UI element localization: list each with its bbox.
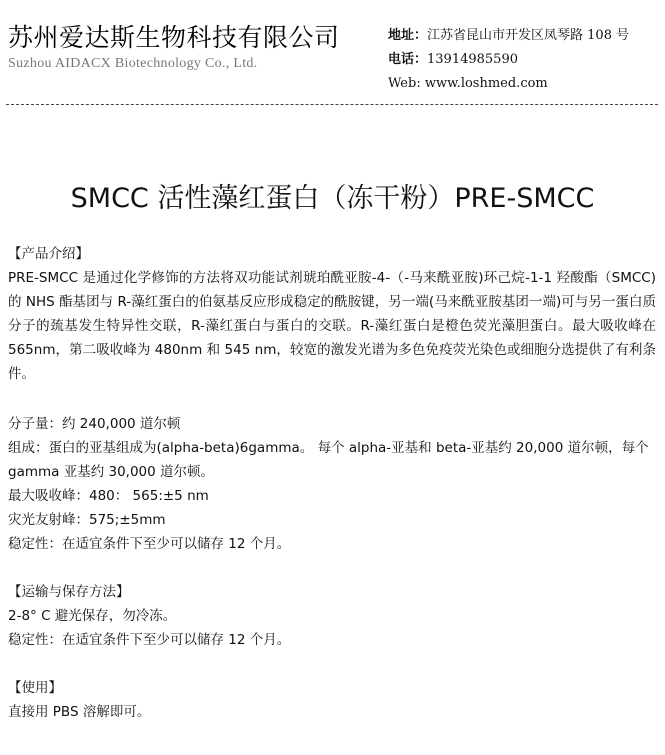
web-label: Web: xyxy=(388,76,421,91)
spec-molecular-weight: 分子量：约 240,000 道尔顿 xyxy=(8,416,181,432)
company-name-en: Suzhou AIDACX Biotechnology Co., Ltd. xyxy=(8,56,258,71)
address-row xyxy=(388,24,629,48)
address-label: 地址： xyxy=(388,28,428,43)
company-name-cn: 苏州爱达斯生物科技有限公司 xyxy=(8,23,340,52)
spec-composition: 组成：蛋白的亚基组成为(alpha-beta)6gamma。 每个 alpha-亚基和 beta-亚基约 20,000 道尔顿，每个 gamma 亚基约 30,000 道尔顿。 xyxy=(8,440,649,480)
storage-temperature: 2-8° C 避光保存，勿冷冻。 xyxy=(8,608,177,624)
spacer xyxy=(8,556,656,580)
spacer xyxy=(8,386,656,412)
document-body xyxy=(8,242,656,724)
phone-row xyxy=(388,48,629,72)
spec-emission: 灾光友射峰：575;±5mm xyxy=(8,512,166,528)
spec-absorption: 最大吸收峰：480： 565:±5 nm xyxy=(8,488,209,504)
intro-heading: 【产品介绍】 xyxy=(8,246,89,262)
intro-paragraph: PRE-SMCC 是通过化学修饰的方法将双功能试剂琥珀酰亚胺-4-（-马来酰亚胺)环己烷-1-1 羟酸酯（SMCC) 的 NHS 酯基团与 R-藻红蛋白的伯氨基反应形成稳定的酰胺键，另一端(马来酰亚胺基团一端)可与另一蛋白质分子的巯基发生特异性交联，R-藻红蛋白与蛋白的交联。R-藻红蛋白是橙色荧光藻胆蛋白。最大吸收峰在 565nm，第二吸收峰为 480nm 和 545 nm，较宽的激发光谱为多色免疫荧光染色或细胞分选提供了有利条件。 xyxy=(8,270,656,382)
address-value: 江苏省昆山市开发区凤琴路 108 号 xyxy=(427,28,630,43)
header-divider xyxy=(6,104,658,105)
spec-stability: 稳定性：在适宜条件下至少可以储存 12 个月。 xyxy=(8,536,291,552)
phone-value: 13914985590 xyxy=(427,52,518,67)
phone-label: 电话： xyxy=(388,52,428,67)
page-title: SMCC 活性藻红蛋白（冻干粉）PRE-SMCC xyxy=(70,183,595,214)
storage-stability: 稳定性：在适宜条件下至少可以储存 12 个月。 xyxy=(8,632,291,648)
spacer xyxy=(8,652,656,676)
letterhead xyxy=(0,0,665,110)
storage-heading: 【运输与保存方法】 xyxy=(8,584,130,600)
usage-text: 直接用 PBS 溶解即可。 xyxy=(8,704,151,720)
contact-block xyxy=(388,24,629,96)
usage-heading: 【使用】 xyxy=(8,680,62,696)
web-link[interactable]: www.loshmed.com xyxy=(424,76,548,91)
web-row xyxy=(388,72,629,96)
